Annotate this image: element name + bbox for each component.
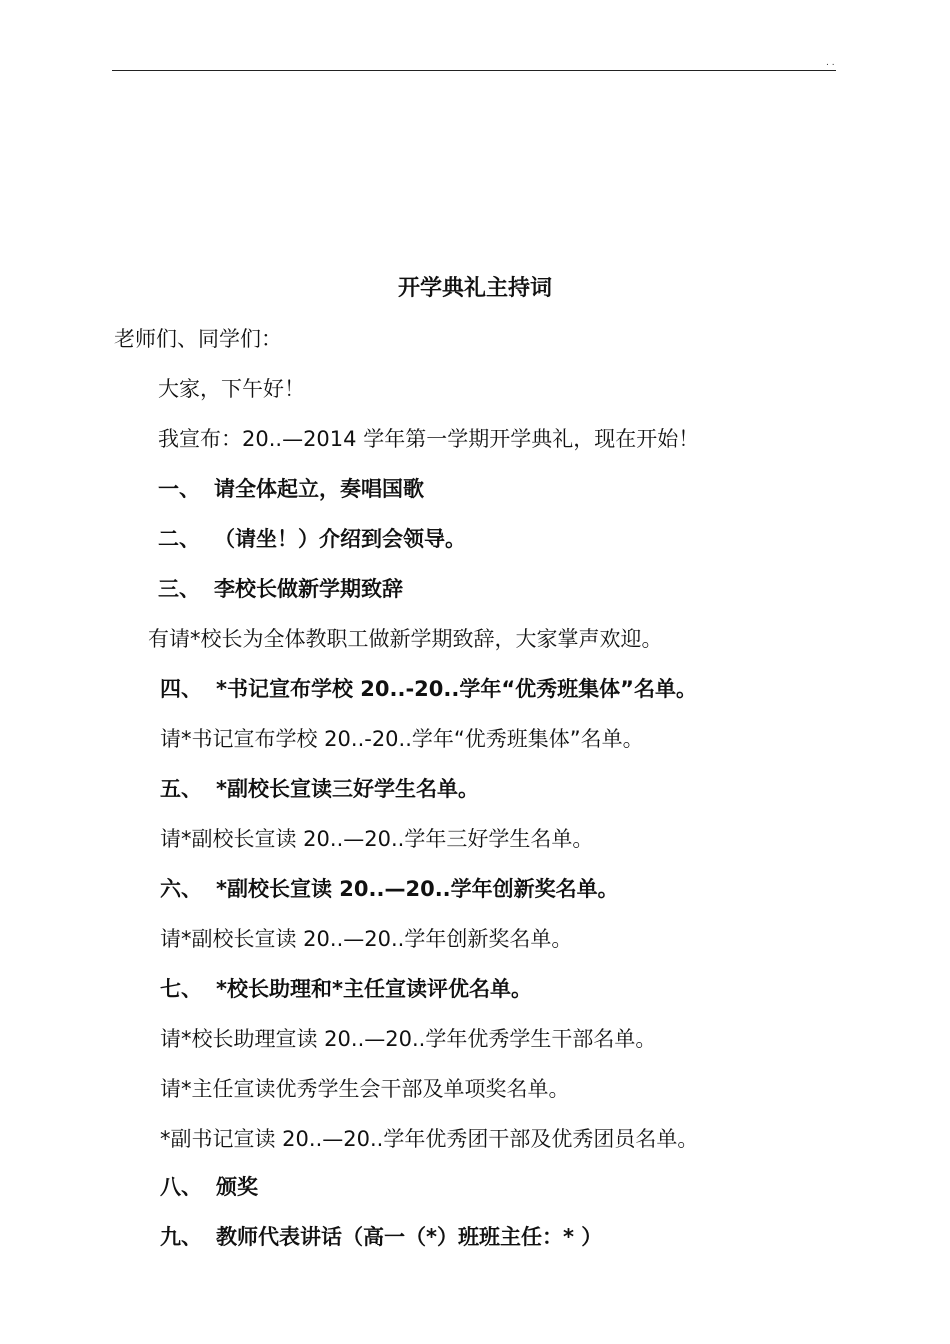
opening-line [158,372,305,406]
detail-text: 有请*校长为全体教职工做新学期致辞，大家掌声欢迎。 [148,627,663,651]
detail-text: 请*副校长宣读 20..—20..学年三好学生名单。 [160,827,594,851]
detail-line [160,1022,656,1056]
agenda-item-9 [160,1220,602,1254]
greeting-text: 老师们、同学们： [114,327,282,351]
detail-line [160,922,572,956]
agenda-number: 五、 [160,777,202,801]
agenda-text: 李校长做新学期致辞 [214,577,403,601]
agenda-number: 二、 [158,527,200,551]
agenda-item-8 [160,1170,258,1204]
agenda-text: *书记宣布学校 20..-20..学年“优秀班集体”名单。 [216,677,697,701]
detail-text: 请*书记宣布学校 20..-20..学年“优秀班集体”名单。 [160,727,644,751]
header-mark: . . [826,58,835,68]
agenda-item-4 [160,672,697,706]
detail-line [160,1072,570,1106]
agenda-item-3 [158,572,403,606]
agenda-text: *校长助理和*主任宣读评优名单。 [216,977,532,1001]
agenda-number: 三、 [158,577,200,601]
agenda-number: 六、 [160,877,202,901]
detail-text: *副书记宣读 20..—20..学年优秀团干部及优秀团员名单。 [160,1127,699,1151]
agenda-text: *副校长宣读 20..—20..学年创新奖名单。 [216,877,619,901]
agenda-number: 八、 [160,1175,202,1199]
document-title: 开学典礼主持词 [397,276,552,301]
detail-line [160,722,644,756]
announcement-text: 我宣布：20..—2014 学年第一学期开学典礼，现在开始！ [158,427,700,451]
detail-text: 请*主任宣读优秀学生会干部及单项奖名单。 [160,1077,570,1101]
agenda-text: 请全体起立，奏唱国歌 [214,477,424,501]
agenda-number: 七、 [160,977,202,1001]
agenda-text: *副校长宣读三好学生名单。 [216,777,479,801]
agenda-text: 颁奖 [216,1175,258,1199]
agenda-number: 九、 [160,1225,202,1249]
agenda-item-7 [160,972,532,1006]
header-rule [112,70,836,71]
agenda-item-2 [158,522,466,556]
greeting [114,322,282,356]
agenda-number: 四、 [160,677,202,701]
opening-text: 大家，下午好！ [158,377,305,401]
agenda-item-1 [158,472,424,506]
agenda-item-5 [160,772,479,806]
announcement-line [158,422,699,456]
detail-line [148,622,663,656]
detail-line [160,822,593,856]
agenda-number: 一、 [158,477,200,501]
detail-text: 请*校长助理宣读 20..—20..学年优秀学生干部名单。 [160,1027,657,1051]
agenda-text: 教师代表讲话（高一（*）班班主任：* ） [216,1225,603,1249]
detail-text: 请*副校长宣读 20..—20..学年创新奖名单。 [160,927,573,951]
agenda-text: （请坐！）介绍到会领导。 [214,527,466,551]
detail-line [160,1122,698,1156]
agenda-item-6 [160,872,619,906]
